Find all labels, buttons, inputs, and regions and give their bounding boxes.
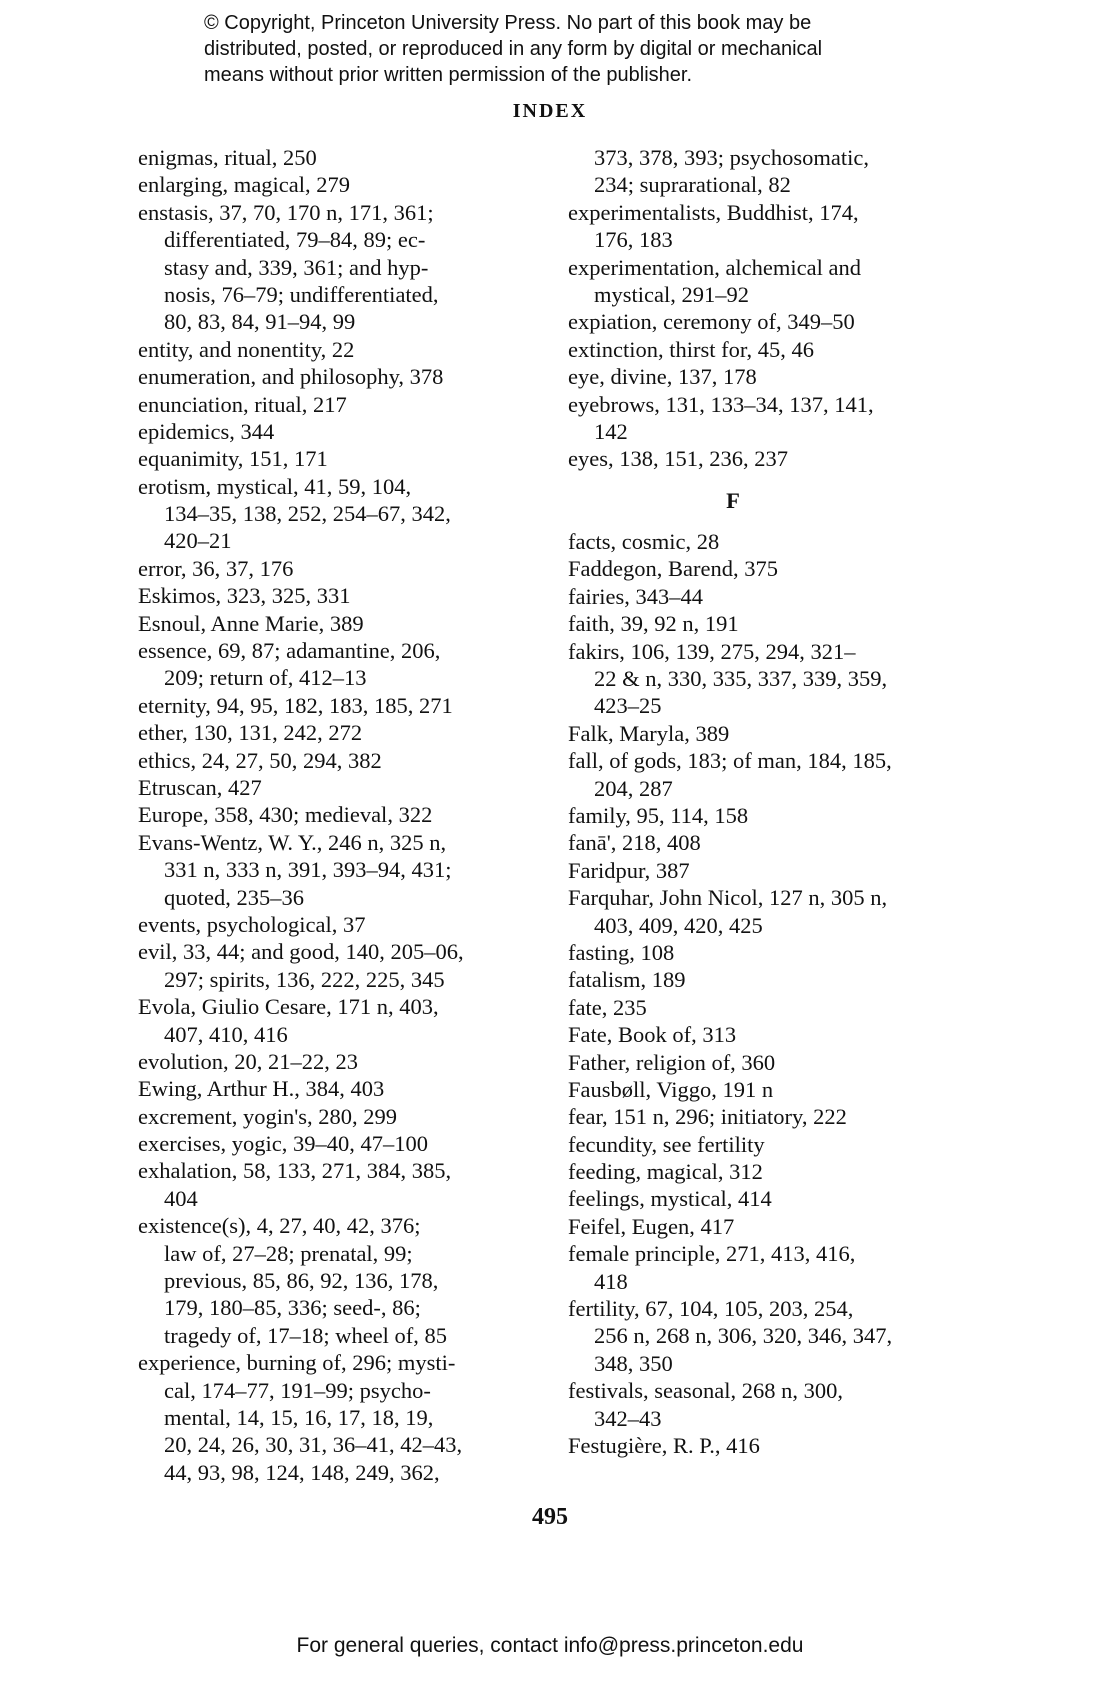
index-entry: exercises, yogic, 39–40, 47–100: [138, 1131, 428, 1157]
index-entry-continuation: 134–35, 138, 252, 254–67, 342,: [164, 501, 451, 527]
index-entry: fate, 235: [568, 994, 647, 1020]
index-entry: evil, 33, 44; and good, 140, 205–06,: [138, 939, 464, 965]
index-group-e-continued: [568, 144, 968, 473]
index-entry: Etruscan, 427: [138, 774, 262, 800]
index-entry-continuation: 420–21: [164, 528, 232, 554]
index-entry: Farquhar, John Nicol, 127 n, 305 n,: [568, 885, 888, 911]
index-entry: enunciation, ritual, 217: [138, 391, 347, 417]
page-number: 495: [532, 1504, 568, 1530]
index-entry-continuation: 348, 350: [594, 1350, 673, 1376]
index-entry: fakirs, 106, 139, 275, 294, 321–: [568, 638, 856, 664]
index-entry: Evola, Giulio Cesare, 171 n, 403,: [138, 994, 439, 1020]
copyright-notice: [204, 10, 964, 88]
index-entry: extinction, thirst for, 45, 46: [568, 336, 814, 362]
index-column-right: [568, 144, 968, 1459]
index-entry: exhalation, 58, 133, 271, 384, 385,: [138, 1158, 452, 1184]
copyright-line: distributed, posted, or reproduced in any form by digital or mechanical: [204, 38, 823, 60]
index-entry: experience, burning of, 296; mysti-: [138, 1350, 456, 1376]
index-entry: Father, religion of, 360: [568, 1049, 776, 1075]
index-entry: fecundity, see fertility: [568, 1131, 765, 1157]
index-entry: Feifel, Eugen, 417: [568, 1213, 735, 1239]
copyright-line: © Copyright, Princeton University Press. No part of this book may be: [204, 12, 812, 34]
index-entry: erotism, mystical, 41, 59, 104,: [138, 473, 412, 499]
index-entry-continuation: 204, 287: [594, 775, 673, 801]
index-entry: ether, 130, 131, 242, 272: [138, 720, 363, 746]
index-entry-continuation: tragedy of, 17–18; wheel of, 85: [164, 1322, 448, 1348]
index-entry-continuation: differentiated, 79–84, 89; ec-: [164, 227, 426, 253]
index-entry: feelings, mystical, 414: [568, 1186, 772, 1212]
index-entry: existence(s), 4, 27, 40, 42, 376;: [138, 1213, 421, 1239]
index-entry: Faridpur, 387: [568, 857, 690, 883]
index-entry: enigmas, ritual, 250: [138, 145, 317, 170]
index-entry: events, psychological, 37: [138, 911, 366, 937]
index-entry: entity, and nonentity, 22: [138, 336, 355, 362]
copyright-line: means without prior written permission of the publisher.: [204, 64, 693, 86]
page-title: INDEX: [512, 100, 588, 122]
index-entry-continuation: 297; spirits, 136, 222, 225, 345: [164, 966, 445, 992]
index-entry-continuation: 234; suprarational, 82: [594, 172, 791, 198]
index-entry: Faddegon, Barend, 375: [568, 556, 778, 582]
index-entry: fanā', 218, 408: [568, 830, 701, 856]
index-entry: expiation, ceremony of, 349–50: [568, 309, 855, 335]
index-entry-continuation: quoted, 235–36: [164, 884, 304, 910]
index-entry-continuation: 179, 180–85, 336; seed-, 86;: [164, 1295, 421, 1321]
index-entry: Fausbøll, Viggo, 191 n: [568, 1076, 774, 1102]
index-entry: fertility, 67, 104, 105, 203, 254,: [568, 1296, 854, 1322]
index-entry-continuation: 331 n, 333 n, 391, 393–94, 431;: [164, 857, 452, 883]
index-entry: evolution, 20, 21–22, 23: [138, 1048, 358, 1074]
index-entry: feeding, magical, 312: [568, 1159, 763, 1185]
index-entry-continuation: cal, 174–77, 191–99; psycho-: [164, 1377, 431, 1403]
index-entry-continuation: 418: [594, 1268, 628, 1294]
index-entry-continuation: 342–43: [594, 1405, 662, 1431]
index-entry: eternity, 94, 95, 182, 183, 185, 271: [138, 692, 453, 718]
index-entry: eye, divine, 137, 178: [568, 364, 757, 390]
index-entry: fairies, 343–44: [568, 583, 703, 609]
index-entry-continuation: 423–25: [594, 693, 662, 719]
index-entry: fatalism, 189: [568, 967, 686, 993]
index-entry-continuation: stasy and, 339, 361; and hyp-: [164, 254, 429, 280]
index-entry: enstasis, 37, 70, 170 n, 171, 361;: [138, 199, 434, 225]
index-entry: Fate, Book of, 313: [568, 1022, 737, 1048]
index-entry-continuation: previous, 85, 86, 92, 136, 178,: [164, 1268, 439, 1294]
index-entry: enlarging, magical, 279: [138, 172, 351, 198]
footer-contact: For general queries, contact info@press.princeton.edu: [296, 1634, 804, 1657]
index-entry: Esnoul, Anne Marie, 389: [138, 610, 364, 636]
index-entry: fear, 151 n, 296; initiatory, 222: [568, 1104, 847, 1130]
index-entry-continuation: law of, 27–28; prenatal, 99;: [164, 1240, 413, 1266]
index-entry-continuation: 407, 410, 416: [164, 1021, 288, 1047]
index-entry-continuation: mystical, 291–92: [594, 281, 749, 307]
index-entry-continuation: 22 & n, 330, 335, 337, 339, 359,: [594, 666, 888, 692]
index-entry: Eskimos, 323, 325, 331: [138, 583, 351, 609]
index-entry-continuation: 176, 183: [594, 227, 673, 253]
index-entry: Festugière, R. P., 416: [568, 1432, 760, 1458]
index-entry: enumeration, and philosophy, 378: [138, 364, 444, 390]
index-entry: eyes, 138, 151, 236, 237: [568, 446, 788, 472]
index-group-f: [568, 528, 968, 1459]
index-entry: eyebrows, 131, 133–34, 137, 141,: [568, 391, 874, 417]
index-column-left: [138, 144, 548, 1486]
index-entry: faith, 39, 92 n, 191: [568, 611, 739, 637]
section-letter: F: [726, 487, 740, 513]
index-entry: Falk, Maryla, 389: [568, 720, 730, 746]
index-entry: fall, of gods, 183; of man, 184, 185,: [568, 748, 892, 774]
index-entry: ethics, 24, 27, 50, 294, 382: [138, 747, 382, 773]
index-entry-continuation: 44, 93, 98, 124, 148, 249, 362,: [164, 1459, 440, 1485]
index-entry: fasting, 108: [568, 939, 675, 965]
index-entry: Europe, 358, 430; medieval, 322: [138, 802, 433, 828]
index-entry-continuation: 142: [594, 418, 628, 444]
index-entry-continuation: 256 n, 268 n, 306, 320, 346, 347,: [594, 1323, 893, 1349]
index-entry: Ewing, Arthur H., 384, 403: [138, 1076, 385, 1102]
index-entry: error, 36, 37, 176: [138, 555, 294, 581]
index-entry: epidemics, 344: [138, 418, 275, 444]
index-entry: equanimity, 151, 171: [138, 446, 328, 472]
index-entry: Evans-Wentz, W. Y., 246 n, 325 n,: [138, 829, 447, 855]
index-entry-continuation: 373, 378, 393; psychosomatic,: [594, 145, 869, 170]
index-entry-continuation: 404: [164, 1185, 198, 1211]
index-entry-continuation: 209; return of, 412–13: [164, 665, 367, 691]
index-entry-continuation: mental, 14, 15, 16, 17, 18, 19,: [164, 1404, 434, 1430]
index-entry: experimentalists, Buddhist, 174,: [568, 199, 859, 225]
index-entry: essence, 69, 87; adamantine, 206,: [138, 638, 441, 664]
index-entry: family, 95, 114, 158: [568, 802, 749, 828]
index-entry-continuation: 20, 24, 26, 30, 31, 36–41, 42–43,: [164, 1432, 463, 1458]
index-entry: festivals, seasonal, 268 n, 300,: [568, 1378, 843, 1404]
index-entry: facts, cosmic, 28: [568, 529, 720, 555]
index-entry-continuation: nosis, 76–79; undifferentiated,: [164, 281, 439, 307]
index-entry: excrement, yogin's, 280, 299: [138, 1103, 398, 1129]
index-entry-continuation: 80, 83, 84, 91–94, 99: [164, 309, 356, 335]
index-entry: female principle, 271, 413, 416,: [568, 1241, 856, 1267]
index-entry-continuation: 403, 409, 420, 425: [594, 912, 763, 938]
index-entry: experimentation, alchemical and: [568, 254, 861, 280]
